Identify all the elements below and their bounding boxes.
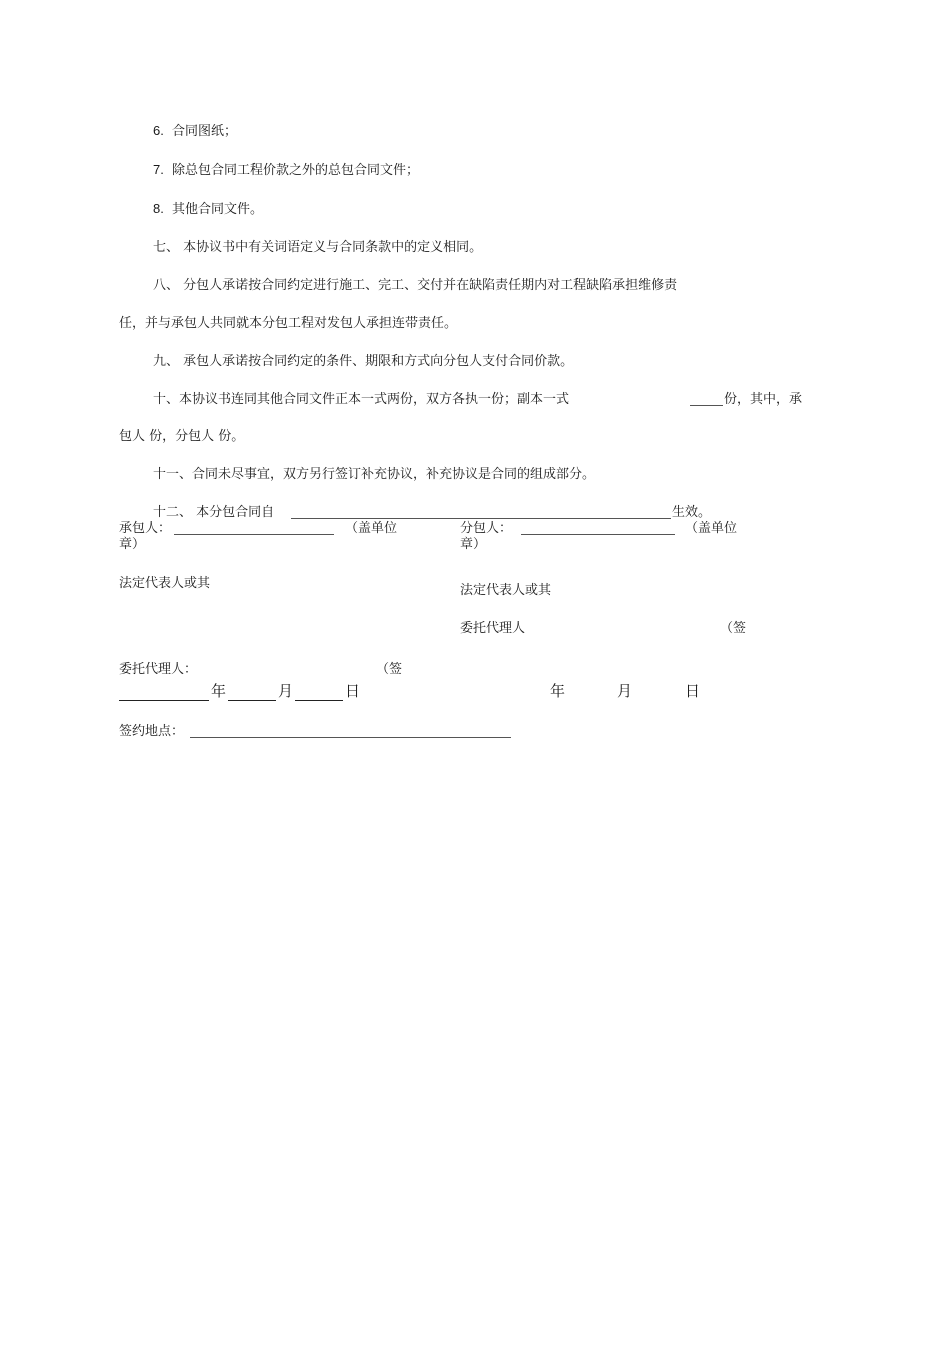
subcontractor-seal-note-2: 章） bbox=[460, 537, 487, 552]
effective-date-blank[interactable] bbox=[291, 518, 671, 519]
clause-11: 十一、合同未尽事宜，双方另行签订补充协议，补充协议是合同的组成部分。 bbox=[153, 467, 596, 482]
item-8-number: 8. bbox=[153, 201, 164, 216]
subcontractor-legal-rep: 法定代表人或其 bbox=[460, 583, 552, 598]
subcontractor-agent-text: 委托代理人 bbox=[460, 621, 526, 636]
clause-12-label: 十二、 本分包合同自 bbox=[153, 505, 275, 520]
subcontractor-sign-text: （签 bbox=[720, 621, 747, 636]
contractor-agent-label: 委托代理人： bbox=[119, 662, 198, 677]
item-8-text: 其他合同文件。 bbox=[171, 202, 263, 217]
item-7-text: 除总包合同工程价款之外的总包合同文件； bbox=[171, 163, 419, 178]
clause-12-suffix: 生效。 bbox=[672, 505, 712, 520]
clause-10-line-1: 十、本协议书连同其他合同文件正本一式两份，双方各执一份；副本一式 bbox=[153, 392, 570, 407]
contractor-seal-note-2: 章） bbox=[119, 537, 146, 552]
item-6-text: 合同图纸； bbox=[171, 124, 237, 139]
right-year-label: 年 bbox=[550, 682, 566, 700]
signing-place-blank[interactable] bbox=[190, 737, 511, 738]
item-6-number: 6. bbox=[153, 123, 164, 138]
clause-7: 七、 本协议书中有关词语定义与合同条款中的定义相同。 bbox=[153, 240, 483, 255]
subcontractor-sign-clipped bbox=[720, 621, 750, 636]
right-month-label: 月 bbox=[617, 682, 633, 700]
subcontractor-name-blank[interactable] bbox=[521, 534, 675, 535]
item-6 bbox=[153, 123, 237, 140]
clause-9: 九、 承包人承诺按合同约定的条件、期限和方式向分包人支付合同价款。 bbox=[153, 354, 574, 369]
left-day-blank[interactable] bbox=[295, 700, 343, 701]
clause-8-line-2: 任，并与承包人共同就本分包工程对发包人承担连带责任。 bbox=[119, 316, 458, 331]
contractor-seal-note: （盖单位 bbox=[345, 521, 398, 536]
contractor-legal-rep-clipped bbox=[119, 576, 239, 591]
item-8 bbox=[153, 201, 263, 218]
left-year-label: 年 bbox=[211, 682, 227, 700]
right-day-label: 日 bbox=[685, 682, 701, 700]
contractor-legal-rep-text: 法定代表人或其 bbox=[119, 576, 211, 591]
contractor-sign-note: （签 bbox=[376, 662, 403, 677]
contractor-name-blank[interactable] bbox=[174, 534, 334, 535]
clause-10-line-2: 包人 份，分包人 份。 bbox=[119, 429, 245, 444]
left-month-label: 月 bbox=[278, 682, 294, 700]
signing-place-label: 签约地点： bbox=[119, 724, 185, 739]
left-month-blank[interactable] bbox=[228, 700, 276, 701]
left-year-blank[interactable] bbox=[119, 700, 209, 701]
copies-blank[interactable] bbox=[690, 405, 723, 406]
subcontractor-seal-note: （盖单位 bbox=[685, 521, 738, 536]
subcontractor-agent-clipped bbox=[460, 621, 540, 636]
clause-8-line-1: 八、 分包人承诺按合同约定进行施工、完工、交付并在缺陷责任期内对工程缺陷承担维修责 bbox=[153, 278, 678, 293]
contractor-label: 承包人： bbox=[119, 521, 172, 536]
left-day-label: 日 bbox=[345, 682, 361, 700]
clause-10-line-1-tail: 份，其中，承 bbox=[724, 392, 803, 407]
subcontractor-label: 分包人： bbox=[460, 521, 513, 536]
item-7 bbox=[153, 162, 419, 179]
item-7-number: 7. bbox=[153, 162, 164, 177]
